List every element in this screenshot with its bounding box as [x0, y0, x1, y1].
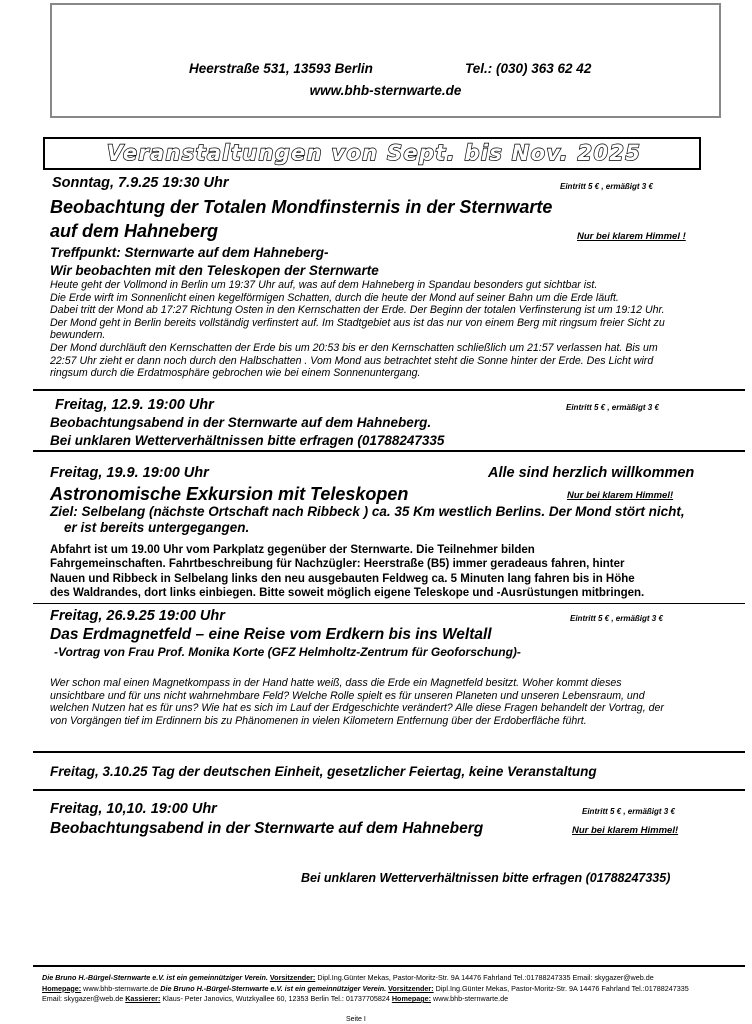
event-3-target-line1: Ziel: Selbelang (nächste Ortschaft nach Ribbeck ) ca. 35 Km westlich Berlins. Der Mond stört nicht, [50, 504, 685, 519]
event-1-subtitle: Wir beobachten mit den Teleskopen der Sternwarte [50, 263, 379, 278]
header-box [50, 3, 721, 118]
departure-line: Fahrgemeinschaften. Fahrtbeschreibung für Nachzügler: Heerstraße (B5) immer geradeaus fahren, hinter [50, 558, 625, 571]
footer-divider [33, 965, 745, 967]
event-3-departure [50, 543, 745, 600]
event-6-title: Beobachtungsabend in der Sternwarte auf dem Hahneberg [50, 820, 484, 837]
footer-chair-label: Vorsitzender: [269, 973, 316, 982]
description-line: Dabei tritt der Mond ab 17:27 Richtung Osten in den Kernschatten der Erde. Der Beginn der totalen Verfinsterung ist um 19:12 Uhr. [50, 304, 665, 317]
page-number: Seite I [346, 1016, 366, 1023]
footer-org-2: Die Bruno H.-Bürgel-Sternwarte e.V. ist ein gemeinnütziger Verein. [160, 983, 387, 993]
event-1-meeting-point: Treffpunkt: Sternwarte auf dem Hahneberg- [50, 245, 329, 260]
event-5-holiday: Freitag, 3.10.25 Tag der deutschen Einheit, gesetzlicher Feiertag, keine Veranstaltung [50, 764, 597, 779]
event-1-admission: Eintritt 5 € , ermäßigt 3 € [560, 182, 653, 191]
footer-line-3 [42, 994, 747, 1005]
event-6-note: Nur bei klarem Himmel! [572, 825, 679, 836]
departure-line: Abfahrt ist um 19.00 Uhr vom Parkplatz gegenüber der Sternwarte. Die Teilnehmer bilden [50, 544, 535, 556]
event-1-note: Nur bei klarem Himmel ! [577, 231, 686, 242]
event-4-title: Das Erdmagnetfeld – eine Reise vom Erdkern bis ins Weltall [50, 626, 492, 643]
footer-chair-info-2: Dipl.Ing.Günter Mekas, Pastor-Moritz-Str. 9A 14476 Fahrland Tel.:01788247335 [435, 983, 689, 993]
description-line: Die Erde wirft im Sonnenlicht einen kegelförmigen Schatten, durch die heute der Mond auf seiner Bahn um die Erde läuft. [50, 291, 619, 304]
divider [33, 389, 745, 391]
footer-homepage: www.bhb-sternwarte.de [83, 983, 159, 993]
event-4-speaker: -Vortrag von Frau Prof. Monika Korte (GFZ Helmholtz-Zentrum für Geoforschung)- [54, 645, 521, 659]
event-3-welcome: Alle sind herzlich willkommen [488, 465, 695, 481]
title-box [43, 137, 701, 170]
departure-line: Nauen und Ribbeck in Selbelang links den neu ausgebauten Feldweg ca. 5 Minuten lang fahren bis in Höhe [50, 572, 635, 585]
event-4-admission: Eintritt 5 € , ermäßigt 3 € [570, 614, 663, 623]
event-1-title-line2: auf dem Hahneberg [50, 221, 219, 241]
event-4-date: Freitag, 26.9.25 19:00 Uhr [50, 608, 225, 624]
footer-homepage-2: www.bhb-sternwarte.de [433, 994, 509, 1003]
divider [33, 751, 745, 753]
event-2-line2: Bei unklaren Wetterverhältnissen bitte erfragen (01788247335 [50, 433, 445, 448]
header-website: www.bhb-sternwarte.de [309, 83, 462, 98]
event-3-date: Freitag, 19.9. 19:00 Uhr [50, 465, 209, 481]
footer-treasurer-info: Klaus- Peter Janovics, Wutzkyallee 60, 12353 Berlin Tel.: 01737705824 [162, 994, 390, 1003]
header-phone: Tel.: (030) 363 62 42 [465, 61, 592, 76]
event-6-date: Freitag, 10,10. 19:00 Uhr [50, 801, 217, 817]
event-2-date: Freitag, 12.9. 19:00 Uhr [55, 397, 214, 413]
description-line: bewundern. [50, 329, 106, 342]
footer-email: Email: skygazer@web.de [42, 994, 124, 1003]
divider [33, 603, 745, 604]
divider [33, 450, 745, 452]
description-line: von Vorgängen tief im Erdinnern bis zu Phänomenen in vielen Kilometern Entfernung über der Erdoberfläche führt. [50, 714, 587, 727]
event-3-note: Nur bei klarem Himmel! [567, 490, 674, 501]
footer-org: Die Bruno H.-Bürgel-Sternwarte e.V. ist ein gemeinnütziger Verein. [42, 973, 268, 982]
description-line: ringsum durch die Erdatmosphäre gebrochen wie bei einem Sonnenuntergang. [50, 367, 421, 380]
event-4-description [50, 677, 745, 727]
footer [42, 973, 747, 1005]
footer-line-1 [42, 973, 747, 984]
header-address: Heerstraße 531, 13593 Berlin [189, 61, 373, 76]
event-2-admission: Eintritt 5 € , ermäßigt 3 € [566, 403, 659, 412]
departure-line: des Waldrandes, dort links einbiegen. Bitte soweit möglich eigene Teleskope und -Ausrüstungen mitbringen. [50, 586, 645, 599]
description-line: Wer schon mal einen Magnetkompass in der Hand hatte weiß, dass die Erde ein Magnetfeld besitzt. Woher kommt dieses [50, 677, 622, 689]
description-line: 22:57 Uhr zieht er dann noch durch den Halbschatten . Vom Mond aus betrachtet steht die Sonne hinter der Erde. Des Licht wird [50, 354, 654, 367]
footer-line-2 [42, 984, 747, 995]
footer-chair-label-2: Vorsitzender: [388, 983, 434, 993]
event-3-target-line2: er ist bereits untergegangen. [64, 520, 250, 535]
event-2-line1: Beobachtungsabend in der Sternwarte auf dem Hahneberg. [50, 415, 432, 430]
event-1-title-line1: Beobachtung der Totalen Mondfinsternis in der Sternwarte [50, 197, 553, 217]
divider [33, 789, 745, 791]
description-line: Der Mond geht in Berlin bereits vollständig verfinstert auf. Im Stadtgebiet aus ist das nur von einem Berg mit ringsum freier Sicht zu [50, 316, 665, 329]
page-title: Veranstaltungen von Sept. bis Nov. 2025 [106, 141, 642, 165]
description-line: Der Mond durchläuft den Kernschatten der Erde bis um 20:53 bis er den Kernschatten schließlich um 21:57 verlassen hat. Bis um [50, 341, 658, 354]
footer-homepage-label: Homepage: [42, 983, 82, 993]
footer-treasurer-label: Kassierer: [125, 994, 161, 1003]
description-line: Heute geht der Vollmond in Berlin um 19:37 Uhr auf, was auf dem Hahneberg in Spandau besonders gut sichtbar ist. [50, 279, 598, 291]
description-line: welchen Nutzen hat es für uns? Wie hat es sich im Lauf der Erdgeschichte verändert? Alle diese Fragen behandelt der Vortrag, der [50, 702, 664, 715]
event-1-date: Sonntag, 7.9.25 19:30 Uhr [52, 175, 229, 191]
event-6-admission: Eintritt 5 € , ermäßigt 3 € [582, 807, 675, 816]
footer-homepage-label-2: Homepage: [391, 994, 431, 1003]
event-3-title: Astronomische Exkursion mit Teleskopen [50, 484, 409, 504]
event-6-weather: Bei unklaren Wetterverhältnissen bitte erfragen (01788247335) [301, 871, 671, 885]
footer-chair-info: Dipl.Ing.Günter Mekas, Pastor-Moritz-Str. 9A 14476 Fahrland Tel.:01788247335 Email: skygazer@web.de [317, 973, 654, 982]
description-line: unsichtbare und für uns nicht wahrnehmbare Feld? Welche Rolle spielt es für unseren Planeten und unseren Lebensraum, und [50, 689, 645, 702]
event-1-description [50, 279, 745, 380]
